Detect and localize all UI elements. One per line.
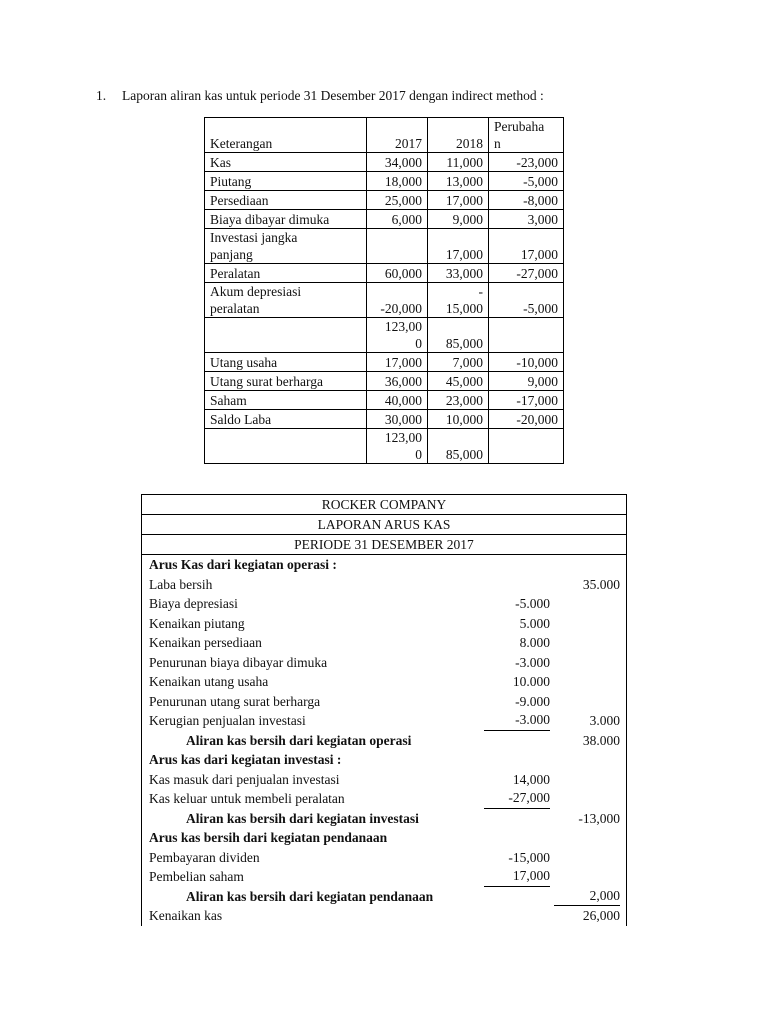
table-row: Utang surat berharga 36,000 45,000 9,000	[205, 372, 564, 391]
section-investing: Arus kas dari kegiatan investasi :	[149, 752, 342, 767]
line-item: Penurunan utang surat berharga -9.000	[149, 693, 550, 709]
line-item: Laba bersih 35.000	[149, 576, 620, 592]
company-name: ROCKER COMPANY	[142, 495, 626, 515]
line-item: Biaya depresiasi -5.000	[149, 596, 550, 611]
table-row: Akum depresiasi peralatan -20,000 - 15,000 -5,000	[205, 283, 564, 318]
table-total-row: 123,00 0 85,000	[205, 318, 564, 353]
report-title: LAPORAN ARUS KAS	[142, 515, 626, 535]
line-item: Pembayaran dividen -15,000	[149, 849, 550, 865]
table-row: Investasi jangka panjang 17,000 17,000	[205, 229, 564, 264]
line-item: Kenaikan piutang 5.000	[149, 615, 550, 631]
cash-flow-statement	[141, 494, 627, 926]
line-item: Kenaikan persediaan 8.000	[149, 635, 550, 650]
line-item: Kas keluar untuk membeli peralatan -27,000	[142, 789, 626, 809]
table-row: Persediaan 25,000 17,000 -8,000	[205, 191, 564, 210]
subtotal-investing: Aliran kas bersih dari kegiatan investasi -13,000	[186, 810, 620, 826]
section-financing: Arus kas bersih dari kegiatan pendanaan	[149, 830, 388, 845]
header-perubahan: Perubaha n	[489, 118, 564, 153]
table-row: Saldo Laba 30,000 10,000 -20,000	[205, 410, 564, 429]
section-operating: Arus Kas dari kegiatan operasi :	[149, 557, 337, 572]
question-number: 1.	[96, 88, 107, 103]
table-row: Peralatan 60,000 33,000 -27,000	[205, 264, 564, 283]
header-keterangan: Keterangan	[205, 118, 367, 153]
header-2017: 2017	[367, 118, 428, 153]
report-period: PERIODE 31 DESEMBER 2017	[142, 535, 626, 555]
table-total-row: 123,00 0 85,000	[205, 429, 564, 464]
table-header-row	[205, 118, 564, 153]
line-item: Kerugian penjualan investasi -3.000 3.000	[142, 711, 626, 731]
question-heading	[96, 88, 544, 104]
table-row: Kas 34,000 11,000 -23,000	[205, 153, 564, 172]
table-row: Biaya dibayar dimuka 6,000 9,000 3,000	[205, 210, 564, 229]
header-2018: 2018	[428, 118, 489, 153]
question-text: Laporan aliran kas untuk periode 31 Desember 2017 dengan indirect method :	[122, 88, 544, 103]
table-row: Utang usaha 17,000 7,000 -10,000	[205, 353, 564, 372]
net-cash-increase: Kenaikan kas 26,000	[149, 908, 620, 923]
table-row: Saham 40,000 23,000 -17,000	[205, 391, 564, 410]
line-item: Pembelian saham 17,000	[142, 867, 626, 887]
balance-sheet-table	[204, 117, 564, 464]
line-item: Kas masuk dari penjualan investasi 14,000	[149, 771, 550, 787]
subtotal-financing: Aliran kas bersih dari kegiatan pendanaan 2,000	[142, 887, 626, 907]
line-item: Kenaikan utang usaha 10.000	[149, 674, 550, 689]
table-row: Piutang 18,000 13,000 -5,000	[205, 172, 564, 191]
subtotal-operating: Aliran kas bersih dari kegiatan operasi 38.000	[186, 732, 620, 748]
line-item: Penurunan biaya dibayar dimuka -3.000	[149, 654, 550, 670]
